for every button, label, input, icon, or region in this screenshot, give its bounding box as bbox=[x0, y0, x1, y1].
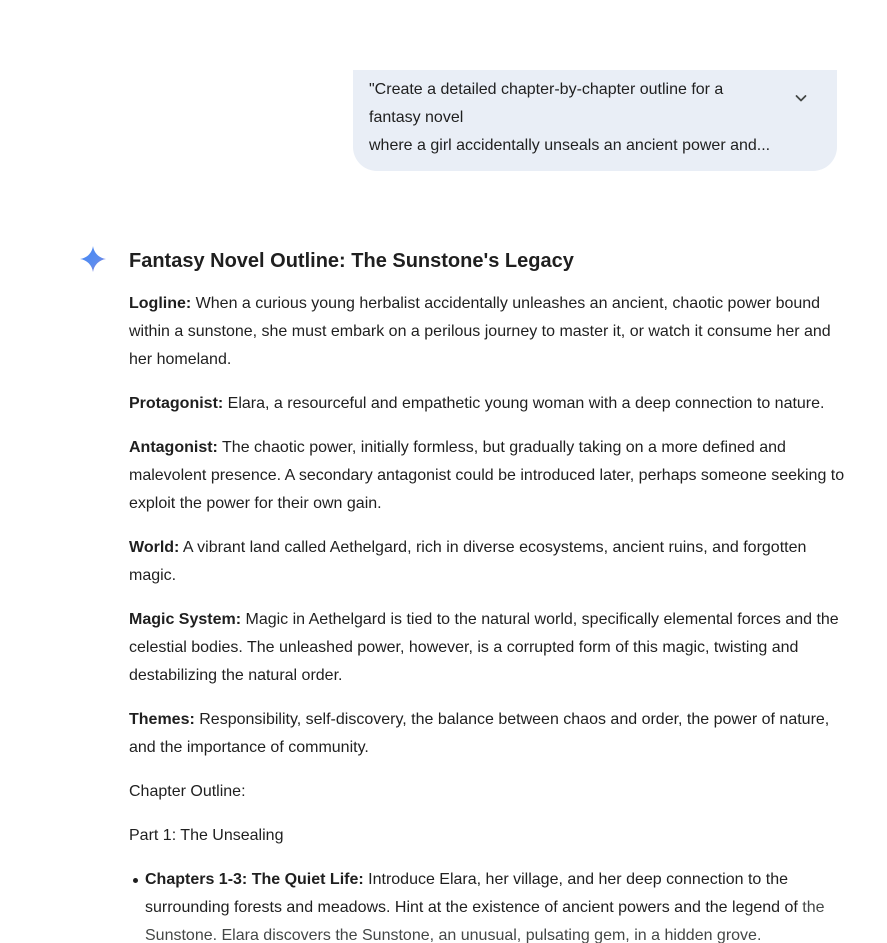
chapter-text: Introduce Elara, her village, and her deep connection to the surrounding forests and meadows. Hint at the existence of ancient powers and the legend of bbox=[145, 871, 803, 916]
themes-paragraph bbox=[129, 706, 845, 762]
expand-prompt-button[interactable] bbox=[787, 84, 815, 112]
chapter-label: Chapters 1-3: The Quiet Life: bbox=[145, 871, 364, 888]
antagonist-label: Antagonist: bbox=[129, 439, 218, 456]
protagonist-label: Protagonist: bbox=[129, 395, 224, 412]
user-prompt-bubble[interactable] bbox=[353, 70, 837, 171]
world-label: World: bbox=[129, 539, 180, 556]
magic-system-label: Magic System: bbox=[129, 611, 242, 628]
chapter-list bbox=[129, 866, 845, 943]
themes-text: Responsibility, self-discovery, the balance between chaos and order, the power of nature, and the importance of community. bbox=[129, 711, 830, 756]
sparkle-icon bbox=[79, 245, 107, 273]
assistant-response bbox=[129, 244, 845, 943]
antagonist-text: The chaotic power, initially formless, but gradually taking on a more defined and malevolent presence. A secondary antagonist could be introduced later, perhaps someone seeking to exploit the power for their own gain. bbox=[129, 439, 845, 512]
logline-label: Logline: bbox=[129, 295, 192, 312]
chapter-text-continued: the Sunstone. Elara discovers the Sunstone, an unusual, pulsating gem, in a hidden grove. bbox=[145, 899, 825, 943]
response-title: Fantasy Novel Outline: The Sunstone's Legacy bbox=[129, 250, 574, 272]
part-heading: Part 1: The Unsealing bbox=[129, 827, 284, 844]
logline-paragraph bbox=[129, 290, 845, 374]
list-item bbox=[145, 866, 845, 943]
magic-system-text: Magic in Aethelgard is tied to the natural world, specifically elemental forces and the celestial bodies. The unleashed power, however, is a corrupted form of this magic, twisting and destabilizing the natural order. bbox=[129, 611, 839, 684]
prompt-line: where a girl accidentally unseals an ancient power and... bbox=[369, 137, 771, 154]
protagonist-text: Elara, a resourceful and empathetic young woman with a deep connection to nature. bbox=[223, 395, 825, 412]
chevron-down-icon bbox=[793, 90, 809, 106]
world-paragraph bbox=[129, 534, 845, 590]
protagonist-paragraph bbox=[129, 390, 845, 418]
magic-system-paragraph bbox=[129, 606, 845, 690]
chapter-outline-heading: Chapter Outline: bbox=[129, 783, 246, 800]
prompt-line: "Create a detailed chapter-by-chapter outline for a bbox=[369, 81, 724, 98]
antagonist-paragraph bbox=[129, 434, 845, 518]
logline-text: When a curious young herbalist accidentally unleashes an ancient, chaotic power bound within a sunstone, she must embark on a perilous journey to master it, or watch it consume her and her homeland. bbox=[129, 295, 831, 368]
world-text: A vibrant land called Aethelgard, rich in diverse ecosystems, ancient ruins, and forgotten magic. bbox=[129, 539, 807, 584]
themes-label: Themes: bbox=[129, 711, 195, 728]
prompt-line: fantasy novel bbox=[369, 109, 464, 126]
